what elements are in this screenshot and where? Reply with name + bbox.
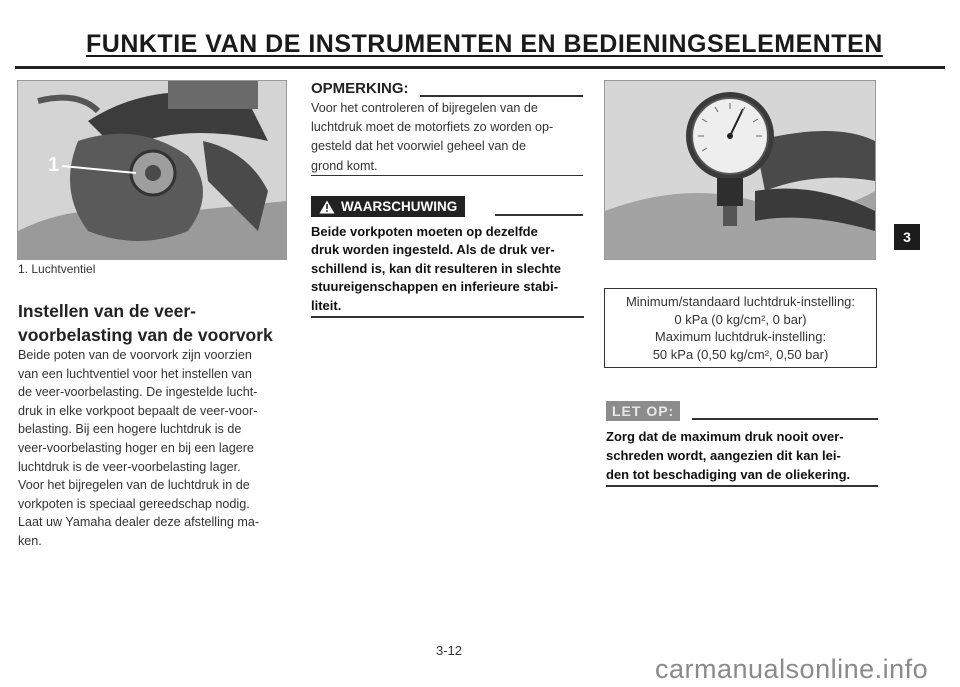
body-line: belasting. Bij een hogere luchtdruk is de (18, 422, 242, 437)
warning-label: WAARSCHUWING (341, 199, 458, 214)
body-line: Voor het bijregelen van de luchtdruk in de (18, 478, 250, 493)
warning-label-box (311, 196, 465, 217)
body-line: veer-voorbelasting hoger en bij een lagere (18, 440, 254, 455)
section-body (18, 346, 291, 551)
note-end-rule (311, 175, 583, 176)
caution-label: LET OP: (606, 401, 680, 421)
chapter-tab: 3 (894, 224, 920, 250)
pressure-gauge-photo (604, 80, 876, 260)
page-title: FUNKTIE VAN DE INSTRUMENTEN EN BEDIENINGSELEMENTEN (86, 30, 883, 58)
note-body (311, 99, 583, 176)
photo-callout-1: 1 (48, 154, 60, 176)
section-heading-line: voorbelasting van de voorvork (18, 325, 273, 345)
note-line: Voor het controleren of bijregelen van de (311, 101, 538, 115)
body-line: de veer-voorbelasting. De ingestelde lucht- (18, 385, 258, 400)
warning-end-rule (311, 316, 584, 318)
caution-line: Zorg dat de maximum druk nooit over- (606, 429, 844, 444)
section-heading (18, 299, 298, 347)
spec-line: Maximum luchtdruk-instelling: (654, 329, 827, 344)
section-heading-line: Instellen van de veer- (18, 301, 196, 321)
pressure-gauge-illustration (605, 81, 875, 259)
warning-line: schillend is, kan dit resulteren in slechte (311, 260, 561, 276)
caution-line: den tot beschadiging van de oliekering. (606, 466, 851, 482)
note-line: gesteld dat het voorwiel geheel van de (311, 139, 526, 154)
caution-line: schreden wordt, aangezien dit kan lei- (606, 447, 841, 463)
photo-caption: 1. Luchtventiel (18, 262, 96, 276)
note-line: luchtdruk moet de motorfiets zo worden op- (311, 120, 554, 135)
body-line: Laat uw Yamaha dealer deze afstelling ma- (18, 515, 260, 530)
page-number: 3-12 (436, 643, 463, 658)
body-line: van een luchtventiel voor het instellen van (18, 366, 252, 381)
warning-line: Beide vorkpoten moeten op dezelfde (311, 224, 538, 239)
watermark: carmanualsonline.info (655, 654, 929, 684)
warning-line: liteit. (311, 297, 342, 313)
warning-title-rule (495, 214, 583, 216)
note-title: OPMERKING: (311, 80, 409, 97)
caution-body (606, 428, 878, 484)
air-pressure-spec-box (604, 288, 877, 368)
spec-line: Minimum/standaard luchtdruk-instelling: (625, 294, 856, 309)
body-line: ken. (18, 533, 42, 548)
warning-body (311, 223, 584, 315)
body-line: Beide poten van de voorvork zijn voorzien (18, 348, 252, 362)
header-rule (15, 66, 945, 69)
spec-line: 0 kPa (0 kg/cm², 0 bar) (674, 311, 807, 327)
warning-line: stuureigenschappen en inferieure stabi- (311, 279, 559, 295)
warning-triangle-icon (319, 200, 335, 214)
body-line: vorkpoten is speciaal gereedschap nodig. (18, 496, 250, 511)
note-line: grond komt. (311, 158, 378, 173)
warning-line: druk worden ingesteld. Als de druk ver- (311, 242, 555, 258)
caution-title-rule (692, 418, 878, 420)
spec-line: 50 kPa (0,50 kg/cm², 0,50 bar) (652, 346, 829, 362)
caution-end-rule (606, 485, 878, 487)
note-title-rule (420, 95, 583, 97)
body-line: druk in elke vorkpoot bepaalt de veer-voor- (18, 403, 258, 418)
body-line: luchtdruk is de veer-voorbelasting lager. (18, 459, 241, 474)
fork-valve-photo (17, 80, 287, 260)
